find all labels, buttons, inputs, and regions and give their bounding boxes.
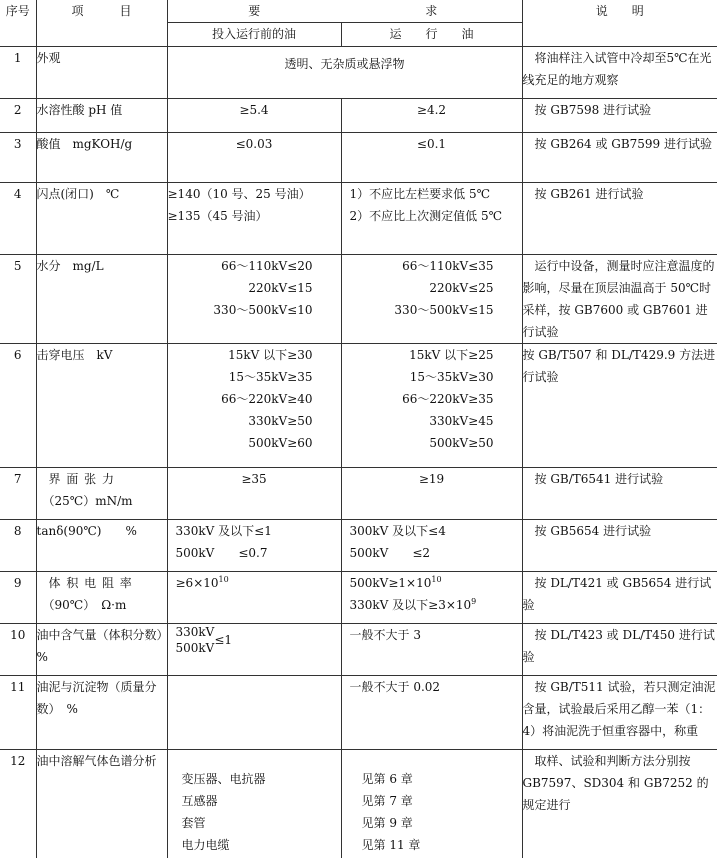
requirement-before <box>167 183 341 255</box>
value-text: 500kV≥1×10 <box>349 576 432 590</box>
note: 按 GB5654 进行试验 <box>522 520 717 572</box>
requirement-running <box>341 750 522 858</box>
requirement-running: ≤0.1 <box>341 133 522 183</box>
value-line: 500kV≥50 <box>429 436 494 450</box>
row-number: 8 <box>0 520 36 572</box>
value-line: ≥6×10 <box>175 576 219 590</box>
value-line: 500kV ≤0.7 <box>175 546 268 560</box>
note: 按 GB/T507 和 DL/T429.9 方法进行试验 <box>522 344 717 468</box>
item-name: 击穿电压 kV <box>36 344 167 468</box>
requirement-before: ≥5.4 <box>167 99 341 133</box>
value-line: 变压器、电抗器 <box>181 772 266 786</box>
row-number: 4 <box>0 183 36 255</box>
requirement-before <box>167 624 341 676</box>
value-line: ≥140（10 号、25 号油） <box>167 187 311 201</box>
note: 运行中设备，测量时应注意温度的影响，尽量在顶层油温高于 50℃时采样，按 GB7600 或 GB7601 进行试验 <box>522 255 717 344</box>
table-row <box>0 676 717 750</box>
requirement-running <box>341 572 522 624</box>
header-before-operation: 投入运行前的油 <box>167 23 341 47</box>
table-row <box>0 624 717 676</box>
row-number: 1 <box>0 47 36 99</box>
row-number: 3 <box>0 133 36 183</box>
requirement-running: ≥19 <box>341 468 522 520</box>
requirement-running: ≥4.2 <box>341 99 522 133</box>
table-row <box>0 183 717 255</box>
requirement-running <box>341 520 522 572</box>
requirement-running <box>341 183 522 255</box>
value-line: 66～220kV≥35 <box>402 392 494 406</box>
table-row <box>0 344 717 468</box>
value-line: 见第 11 章 <box>361 838 421 852</box>
item-line: （90℃） Ω·m <box>42 598 127 612</box>
header-no: 序号 <box>0 0 36 47</box>
requirement-running: 一般不大于 0.02 <box>341 676 522 750</box>
value-line: 330kV≥45 <box>429 414 494 428</box>
value-line: 1）不应比左栏要求低 5℃ <box>349 187 491 201</box>
table-row <box>0 468 717 520</box>
value-line: 15kV 以下≥25 <box>409 348 494 362</box>
value-text: 330kV 及以下≥3×10 <box>349 598 472 612</box>
requirement-before: ≤0.03 <box>167 133 341 183</box>
row-number: 6 <box>0 344 36 468</box>
exponent: 10 <box>431 575 442 584</box>
table-row <box>0 255 717 344</box>
value-line: 15～35kV≥35 <box>228 370 313 384</box>
table-row <box>0 133 717 183</box>
requirement-before <box>167 750 341 858</box>
item-name: 酸值 mgKOH/g <box>36 133 167 183</box>
value-line: 300kV 及以下≤4 <box>349 524 446 538</box>
item-name: 闪点(闭口) ℃ <box>36 183 167 255</box>
value-line <box>350 594 522 616</box>
exponent: 10 <box>218 575 229 584</box>
shared-value: ≤1 <box>214 633 233 647</box>
note: 取样、试验和判断方法分别按 GB7597、SD304 和 GB7252 的规定进行 <box>522 750 717 858</box>
note: 按 GB/T511 试验，若只测定油泥含量，试验最后采用乙醇一苯（1：4）将油泥洗于恒重容器中，称重 <box>522 676 717 750</box>
note: 按 DL/T421 或 GB5654 进行试验 <box>522 572 717 624</box>
item-name: 油中溶解气体色谱分析 <box>36 750 167 858</box>
value-line <box>350 572 522 594</box>
requirement-before <box>167 255 341 344</box>
value-line: 330～500kV≤15 <box>394 303 494 317</box>
value-line: 500kV≥60 <box>248 436 313 450</box>
value-line: 330～500kV≤10 <box>213 303 313 317</box>
requirement-before <box>167 520 341 572</box>
header-requirement-left: 要 <box>167 0 341 23</box>
value-line: 66～220kV≥40 <box>221 392 313 406</box>
header-requirement-right: 求 <box>341 0 522 23</box>
value-line: 见第 6 章 <box>361 772 413 786</box>
requirement-before <box>167 572 341 624</box>
row-number: 5 <box>0 255 36 344</box>
voltage-list <box>176 624 215 656</box>
row-number: 2 <box>0 99 36 133</box>
item-name: 水溶性酸 pH 值 <box>36 99 167 133</box>
value-line: 500kV <box>175 641 215 655</box>
header-running-oil: 运 行 油 <box>341 23 522 47</box>
item-line: 体 积 电 阻 率 <box>48 576 133 590</box>
item-name <box>36 572 167 624</box>
item-name: tanδ(90℃) % <box>36 520 167 572</box>
table-row <box>0 572 717 624</box>
table-row <box>0 99 717 133</box>
note: 按 DL/T423 或 DL/T450 进行试验 <box>522 624 717 676</box>
requirement-running: 一般不大于 3 <box>341 624 522 676</box>
table-row <box>0 520 717 572</box>
item-name: 外观 <box>36 47 167 99</box>
note: 按 GB264 或 GB7599 进行试验 <box>522 133 717 183</box>
requirement-before: ≥35 <box>167 468 341 520</box>
value-line: 15kV 以下≥30 <box>228 348 313 362</box>
row-number: 10 <box>0 624 36 676</box>
item-line: （25℃）mN/m <box>42 494 133 508</box>
row-number: 7 <box>0 468 36 520</box>
value-line: 330kV <box>175 625 215 639</box>
item-line: 界 面 张 力 <box>48 472 115 486</box>
note: 按 GB/T6541 进行试验 <box>522 468 717 520</box>
exponent: 9 <box>471 597 477 606</box>
value-line: 220kV≤15 <box>248 281 313 295</box>
value-line: 电力电缆 <box>181 838 230 852</box>
value-line: 见第 7 章 <box>361 794 413 808</box>
value-line: 500kV ≤2 <box>349 546 431 560</box>
table-row <box>0 47 717 99</box>
value-line: 互感器 <box>181 794 218 808</box>
item-name <box>36 468 167 520</box>
value-line: 套管 <box>181 816 206 830</box>
value-line: 66～110kV≤35 <box>402 259 494 273</box>
row-number: 11 <box>0 676 36 750</box>
row-number: 9 <box>0 572 36 624</box>
value-line: 见第 9 章 <box>361 816 413 830</box>
requirement-before <box>167 344 341 468</box>
header-note: 说 明 <box>522 0 717 47</box>
table-row <box>0 750 717 858</box>
note: 按 GB261 进行试验 <box>522 183 717 255</box>
value-line: 2）不应比上次测定值低 5℃ <box>349 209 503 223</box>
note: 按 GB7598 进行试验 <box>522 99 717 133</box>
value-line: 330kV 及以下≤1 <box>175 524 272 538</box>
requirement-running <box>341 255 522 344</box>
note: 将油样注入试管中冷却至5℃在光线充足的地方观察 <box>522 47 717 99</box>
item-name: 水分 mg/L <box>36 255 167 344</box>
value-line: 66～110kV≤20 <box>221 259 313 273</box>
value-line: 15～35kV≥30 <box>409 370 494 384</box>
header-item: 项 目 <box>36 0 167 47</box>
row-number: 12 <box>0 750 36 858</box>
requirement-running <box>341 344 522 468</box>
value-line: ≥135（45 号油） <box>167 209 268 223</box>
item-name: 油中含气量（体积分数） % <box>36 624 167 676</box>
item-name: 油泥与沉淀物（质量分数） % <box>36 676 167 750</box>
requirement-before <box>167 676 341 750</box>
value-line: 220kV≤25 <box>429 281 494 295</box>
requirement-merged: 透明、无杂质或悬浮物 <box>167 47 522 99</box>
value-line: 330kV≥50 <box>248 414 313 428</box>
